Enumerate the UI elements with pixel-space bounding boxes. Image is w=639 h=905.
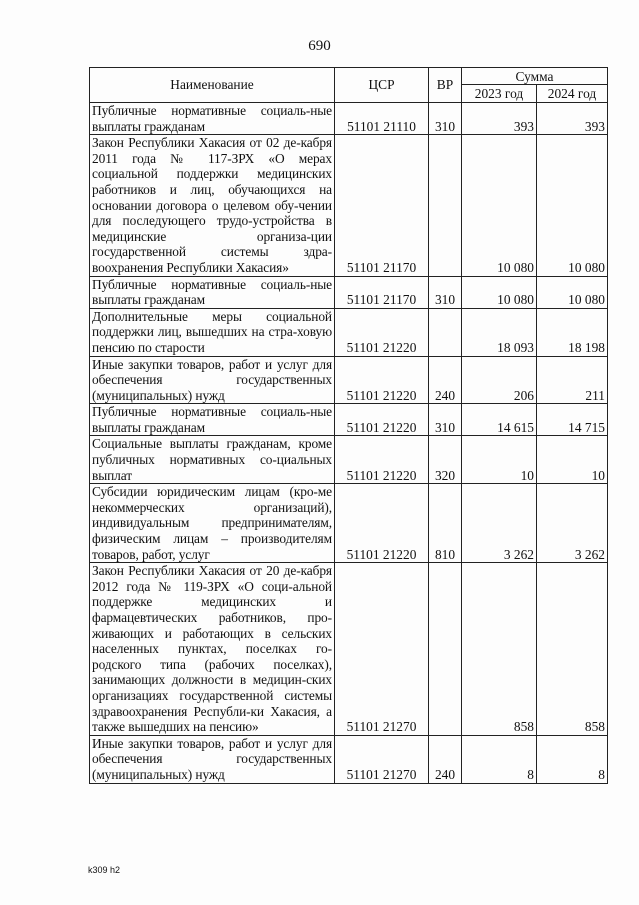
header-name: Наименование	[90, 68, 335, 103]
row-vr: 310	[429, 404, 462, 436]
row-amount-2023: 206	[462, 356, 537, 404]
row-amount-2024: 393	[537, 103, 608, 135]
row-amount-2023: 14 615	[462, 404, 537, 436]
table-row	[90, 484, 608, 563]
row-amount-2024: 10 080	[537, 135, 608, 276]
table-row	[90, 308, 608, 356]
row-amount-2024: 18 198	[537, 308, 608, 356]
header-year-2023: 2023 год	[462, 85, 537, 103]
header-vr: ВР	[429, 68, 462, 103]
row-csr: 51101 21270	[335, 735, 429, 783]
row-name: Иные закупки товаров, работ и услуг для обеспечения государственных (муниципальных) нужд	[90, 735, 335, 783]
row-vr	[429, 563, 462, 736]
row-name: Закон Республики Хакасия от 20 де-кабря 2012 года № 119-ЗРХ «О соци-альной поддержке медицинских и фармацевтических работников, про-живающих и работающих в сельских населенных пунктах, поселках го-родского типа (рабочих поселках), занимающих должности в медицин-ских организациях государственной системы здравоохранения Республи-ки Хакасия, а также вышедших на пенсию»	[90, 563, 335, 736]
row-amount-2024: 3 262	[537, 484, 608, 563]
table-row	[90, 276, 608, 308]
row-name: Закон Республики Хакасия от 02 де-кабря 2011 года № 117-ЗРХ «О мерах социальной поддержки медицинских работников и лиц, обучающихся на основании договора о целевом обу-чении для последующего трудо-устройства в медицинские организа-ции государственной системы здра-воохранения Республики Хакасия»	[90, 135, 335, 276]
row-name: Дополнительные меры социальной поддержки лиц, вышедших на стра-ховую пенсию по старости	[90, 308, 335, 356]
table-row	[90, 735, 608, 783]
row-vr: 240	[429, 735, 462, 783]
row-amount-2024: 10 080	[537, 276, 608, 308]
row-csr: 51101 21170	[335, 276, 429, 308]
table-row	[90, 404, 608, 436]
header-year-2024: 2024 год	[537, 85, 608, 103]
row-amount-2023: 18 093	[462, 308, 537, 356]
row-vr: 810	[429, 484, 462, 563]
row-name: Публичные нормативные социаль-ные выплаты гражданам	[90, 404, 335, 436]
row-name: Иные закупки товаров, работ и услуг для обеспечения государственных (муниципальных) нужд	[90, 356, 335, 404]
row-name: Публичные нормативные социаль-ные выплаты гражданам	[90, 103, 335, 135]
table-row	[90, 436, 608, 484]
table-row	[90, 135, 608, 276]
row-amount-2023: 10 080	[462, 135, 537, 276]
row-csr: 51101 21110	[335, 103, 429, 135]
row-csr: 51101 21220	[335, 356, 429, 404]
row-name: Публичные нормативные социаль-ные выплаты гражданам	[90, 276, 335, 308]
row-name: Социальные выплаты гражданам, кроме публичных нормативных со-циальных выплат	[90, 436, 335, 484]
budget-table	[89, 67, 608, 784]
header-sum: Сумма	[462, 68, 608, 85]
row-csr: 51101 21170	[335, 135, 429, 276]
table-row	[90, 563, 608, 736]
row-amount-2024: 211	[537, 356, 608, 404]
row-amount-2023: 8	[462, 735, 537, 783]
row-amount-2024: 8	[537, 735, 608, 783]
page-number: 690	[308, 38, 331, 54]
row-csr: 51101 21220	[335, 308, 429, 356]
row-csr: 51101 21220	[335, 436, 429, 484]
row-amount-2024: 10	[537, 436, 608, 484]
row-vr: 240	[429, 356, 462, 404]
table-row	[90, 356, 608, 404]
row-name: Субсидии юридическим лицам (кро-ме некоммерческих организаций), индивидуальным предпринимателям, физическим лицам – производителям товаров, работ, услуг	[90, 484, 335, 563]
row-vr	[429, 135, 462, 276]
row-vr: 310	[429, 103, 462, 135]
row-csr: 51101 21270	[335, 563, 429, 736]
row-csr: 51101 21220	[335, 484, 429, 563]
row-amount-2023: 10	[462, 436, 537, 484]
footer-code: k309 h2	[88, 865, 121, 875]
row-amount-2023: 10 080	[462, 276, 537, 308]
row-amount-2023: 858	[462, 563, 537, 736]
header-csr: ЦСР	[335, 68, 429, 103]
row-amount-2024: 14 715	[537, 404, 608, 436]
row-csr: 51101 21220	[335, 404, 429, 436]
row-vr	[429, 308, 462, 356]
table-row	[90, 103, 608, 135]
row-amount-2024: 858	[537, 563, 608, 736]
row-amount-2023: 3 262	[462, 484, 537, 563]
row-vr: 320	[429, 436, 462, 484]
row-vr: 310	[429, 276, 462, 308]
row-amount-2023: 393	[462, 103, 537, 135]
